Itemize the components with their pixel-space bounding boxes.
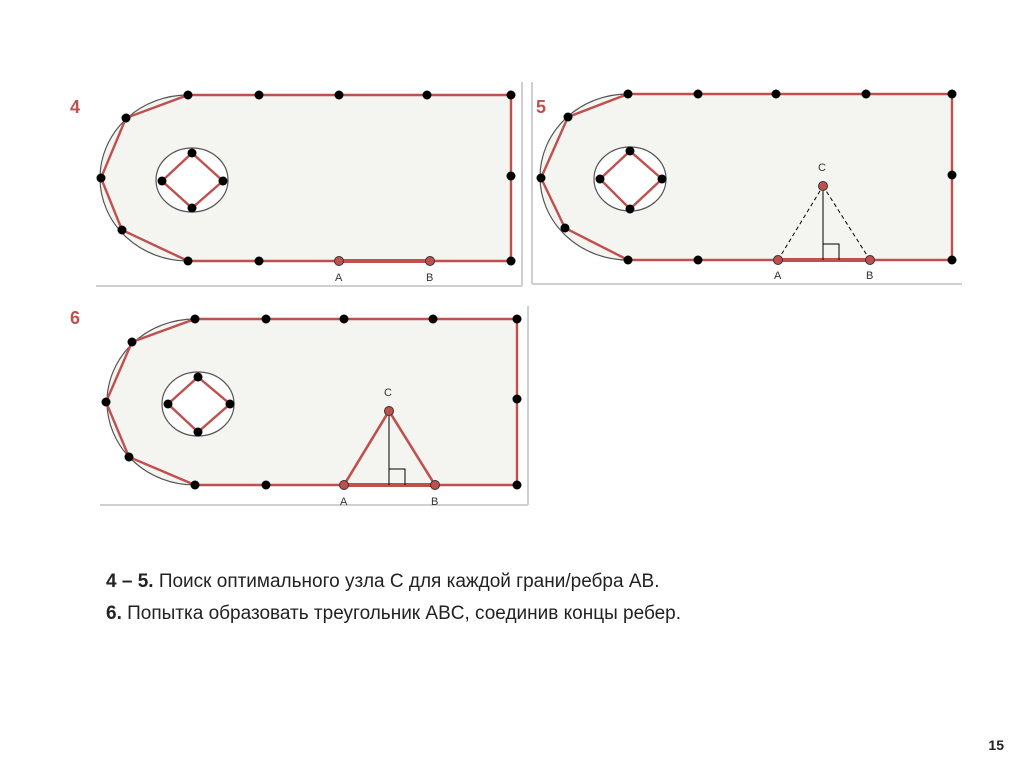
caption-line-2-number: 6. [106,603,122,624]
label-a: A [335,272,343,284]
step-label-6: 6 [70,308,81,328]
label-b: B [866,270,874,282]
mesh-diagram-step-5 [528,78,968,288]
node-a [335,257,344,266]
caption-line-1-number: 4 – 5. [106,571,154,592]
node-b [431,481,440,490]
label-c: C [384,387,392,399]
node-c [385,407,394,416]
mesh-diagram-step-6 [92,302,532,517]
node-b [866,256,875,265]
caption-line-1 [106,566,681,598]
caption-line-2-text: Попытка образовать треугольник ABC, соединив концы ребер. [121,603,682,624]
step-label-4: 4 [70,97,81,117]
mesh-diagram-step-4 [88,78,528,288]
node-a [340,481,349,490]
caption-line-1-text: Поиск оптимального узла C для каждой грани/ребра AB. [153,571,660,592]
label-c: C [818,162,826,174]
hole-outline [162,372,234,436]
label-b: B [426,272,434,284]
label-a: A [774,270,782,282]
node-a [774,256,783,265]
hole-outline [156,148,228,212]
node-c [819,182,828,191]
node-b [426,257,435,266]
page-number: 15 [988,737,1004,753]
caption-line-2 [106,598,681,630]
step-label-5: 5 [536,97,547,117]
label-b: B [431,496,439,508]
label-a: A [340,496,348,508]
caption [106,566,681,630]
hole-outline [594,147,666,211]
